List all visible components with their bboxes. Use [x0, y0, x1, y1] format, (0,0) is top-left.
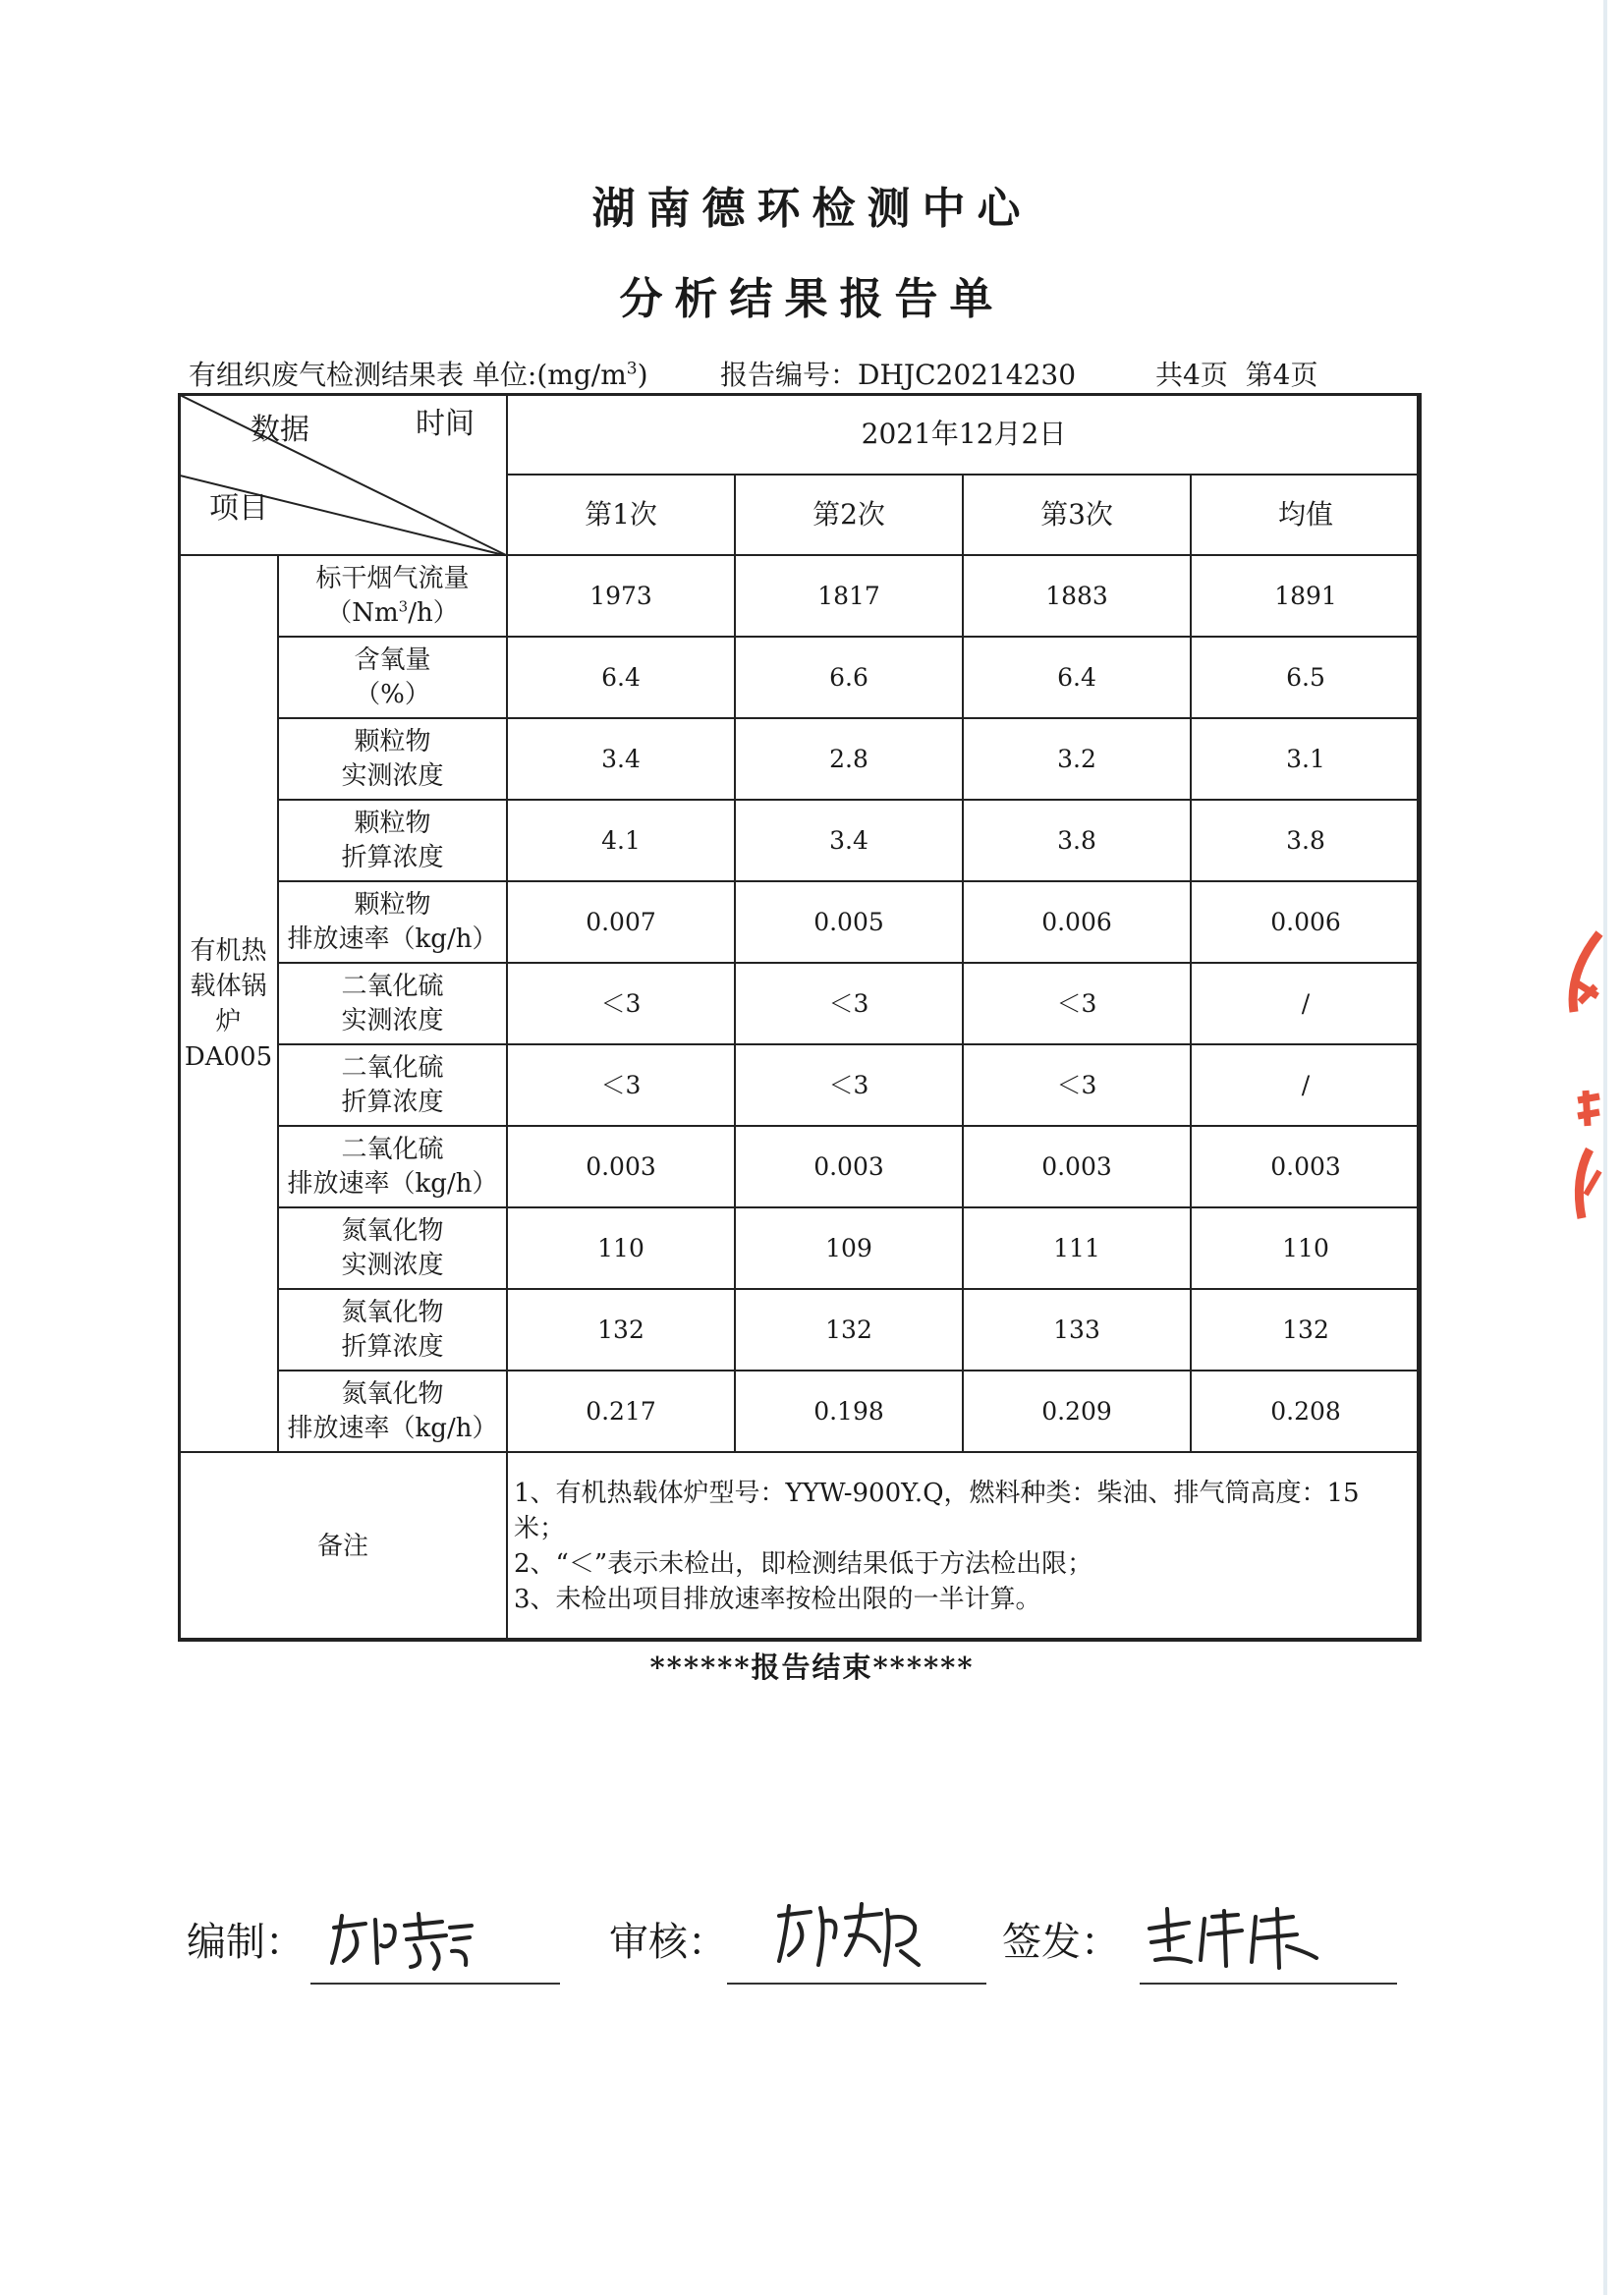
value-cell: 0.198 — [735, 1371, 963, 1452]
value-cell: 6.6 — [735, 637, 963, 718]
value-cell: 3.4 — [507, 718, 735, 800]
document-title: 分析结果报告单 — [619, 274, 1005, 324]
item-name-line: 氮氧化物 — [341, 1215, 444, 1246]
table-row — [179, 555, 1421, 637]
item-name-line: 氮氧化物 — [341, 1297, 444, 1327]
remark-line: 1、有机热载体炉型号：YYW-900Y.Q，燃料种类：柴油、排气筒高度：15米； — [514, 1479, 1360, 1543]
remarks-row — [179, 1452, 1421, 1641]
item-name-line: 排放速率（kg/h） — [287, 1413, 498, 1443]
item-name-cell — [278, 718, 507, 800]
column-header: 均值 — [1191, 475, 1421, 555]
value-cell: 110 — [507, 1207, 735, 1289]
item-name-line: 颗粒物 — [354, 726, 431, 756]
value-cell: ＜3 — [963, 1044, 1191, 1126]
report-end-marker: ******报告结束****** — [649, 1651, 975, 1684]
approved-signature — [1140, 1901, 1326, 1975]
prepared-signature — [324, 1906, 481, 1975]
column-header: 第2次 — [735, 475, 963, 555]
item-name-line: 二氧化硫 — [341, 1052, 444, 1083]
item-name-cell — [278, 1126, 507, 1207]
organization-name: 湖南德环检测中心 — [591, 184, 1033, 234]
value-cell: 110 — [1191, 1207, 1421, 1289]
item-name-line: 实测浓度 — [341, 760, 444, 791]
value-cell: 0.217 — [507, 1371, 735, 1452]
corner-data-label: 数据 — [251, 413, 309, 447]
item-name-line: （Nm$^3$/h） — [326, 596, 459, 628]
value-cell: 0.006 — [1191, 881, 1421, 963]
value-cell: 132 — [735, 1289, 963, 1371]
remark-line: 3、未检出项目排放速率按检出限的一半计算。 — [514, 1585, 1041, 1614]
value-cell: 0.003 — [963, 1126, 1191, 1207]
value-cell: 1883 — [963, 555, 1191, 637]
table-row — [179, 800, 1421, 881]
value-cell: 1891 — [1191, 555, 1421, 637]
item-name-cell — [278, 1207, 507, 1289]
column-header: 第1次 — [507, 475, 735, 555]
table-row — [179, 718, 1421, 800]
remark-line: 2、“＜”表示未检出，即检测结果低于方法检出限； — [514, 1549, 1093, 1579]
item-name-line: 含氧量 — [354, 644, 431, 675]
reviewed-signature — [771, 1896, 928, 1975]
item-name-cell — [278, 1044, 507, 1126]
value-cell: 0.006 — [963, 881, 1191, 963]
item-name-line: 二氧化硫 — [341, 971, 444, 1001]
value-cell: ＜3 — [735, 963, 963, 1044]
item-name-cell — [278, 637, 507, 718]
table-name: 有组织废气检测结果表 — [189, 359, 465, 391]
value-cell: 3.1 — [1191, 718, 1421, 800]
item-name-line: 氮氧化物 — [341, 1378, 444, 1409]
unit-label: 单位$:(mg/m^3)$ — [472, 359, 648, 391]
approved-by-label: 签发： — [1002, 1920, 1120, 1965]
table-row — [179, 1289, 1421, 1371]
item-name-cell — [278, 1371, 507, 1452]
sample-point-line: 载体锅 — [190, 971, 267, 1001]
table-caption — [189, 354, 648, 393]
value-cell: 2.8 — [735, 718, 963, 800]
remarks-text — [507, 1452, 1421, 1641]
sample-point-line: 炉 — [215, 1006, 242, 1036]
item-name-cell — [278, 963, 507, 1044]
item-name-line: 二氧化硫 — [341, 1134, 444, 1164]
item-name-line: 标干烟气流量 — [315, 563, 470, 593]
table-row — [179, 963, 1421, 1044]
item-name-cell — [278, 1289, 507, 1371]
value-cell: / — [1191, 1044, 1421, 1126]
corner-header-cell — [179, 394, 507, 555]
item-name-line: （%） — [355, 679, 430, 709]
column-header: 第3次 — [963, 475, 1191, 555]
value-cell: 4.1 — [507, 800, 735, 881]
item-name-line: 颗粒物 — [354, 808, 431, 838]
value-cell: 0.003 — [507, 1126, 735, 1207]
item-name-line: 排放速率（kg/h） — [287, 924, 498, 954]
value-cell: 6.4 — [507, 637, 735, 718]
value-cell: 111 — [963, 1207, 1191, 1289]
item-name-line: 折算浓度 — [341, 1087, 444, 1117]
item-name-line: 排放速率（kg/h） — [287, 1168, 498, 1199]
value-cell: 3.8 — [1191, 800, 1421, 881]
value-cell: 109 — [735, 1207, 963, 1289]
remarks-label: 备注 — [179, 1452, 507, 1641]
value-cell: 132 — [1191, 1289, 1421, 1371]
value-cell: / — [1191, 963, 1421, 1044]
prepared-by-label: 编制： — [187, 1920, 305, 1965]
reviewed-signature-line — [727, 1983, 986, 1985]
item-name-line: 折算浓度 — [341, 842, 444, 872]
item-name-line: 实测浓度 — [341, 1005, 444, 1036]
value-cell: 0.209 — [963, 1371, 1191, 1452]
value-cell: 1817 — [735, 555, 963, 637]
value-cell: 6.4 — [963, 637, 1191, 718]
page-count: 共4页 第4页 — [1155, 359, 1318, 391]
value-cell: 0.003 — [735, 1126, 963, 1207]
item-name-cell — [278, 800, 507, 881]
value-cell: 0.003 — [1191, 1126, 1421, 1207]
sample-point-line: DA005 — [184, 1041, 273, 1072]
table-row — [179, 881, 1421, 963]
value-cell: ＜3 — [507, 1044, 735, 1126]
reviewed-by-label: 审核： — [609, 1920, 727, 1965]
value-cell: ＜3 — [963, 963, 1191, 1044]
item-name-line: 实测浓度 — [341, 1250, 444, 1280]
value-cell: 132 — [507, 1289, 735, 1371]
date-header: 2021年12月2日 — [507, 394, 1421, 475]
table-row — [179, 1126, 1421, 1207]
item-name-cell — [278, 881, 507, 963]
results-table — [178, 393, 1422, 1642]
table-row — [179, 1371, 1421, 1452]
item-name-cell — [278, 555, 507, 637]
sample-point-line: 有机热 — [190, 935, 267, 966]
table-row — [179, 637, 1421, 718]
item-name-line: 颗粒物 — [354, 889, 431, 920]
corner-time-label: 时间 — [416, 407, 475, 441]
prepared-signature-line — [310, 1983, 560, 1985]
corner-item-label: 项目 — [209, 491, 268, 526]
value-cell: ＜3 — [507, 963, 735, 1044]
red-seal-stamp — [1560, 924, 1604, 1248]
approved-signature-line — [1140, 1983, 1397, 1985]
value-cell: ＜3 — [735, 1044, 963, 1126]
sample-point-cell — [179, 555, 278, 1452]
report-number: 报告编号：DHJC20214230 — [720, 359, 1077, 391]
table-row — [179, 1044, 1421, 1126]
table-row — [179, 1207, 1421, 1289]
value-cell: 3.8 — [963, 800, 1191, 881]
value-cell: 3.2 — [963, 718, 1191, 800]
value-cell: 3.4 — [735, 800, 963, 881]
value-cell: 1973 — [507, 555, 735, 637]
value-cell: 6.5 — [1191, 637, 1421, 718]
value-cell: 0.007 — [507, 881, 735, 963]
item-name-line: 折算浓度 — [341, 1331, 444, 1362]
value-cell: 0.005 — [735, 881, 963, 963]
value-cell: 133 — [963, 1289, 1191, 1371]
value-cell: 0.208 — [1191, 1371, 1421, 1452]
